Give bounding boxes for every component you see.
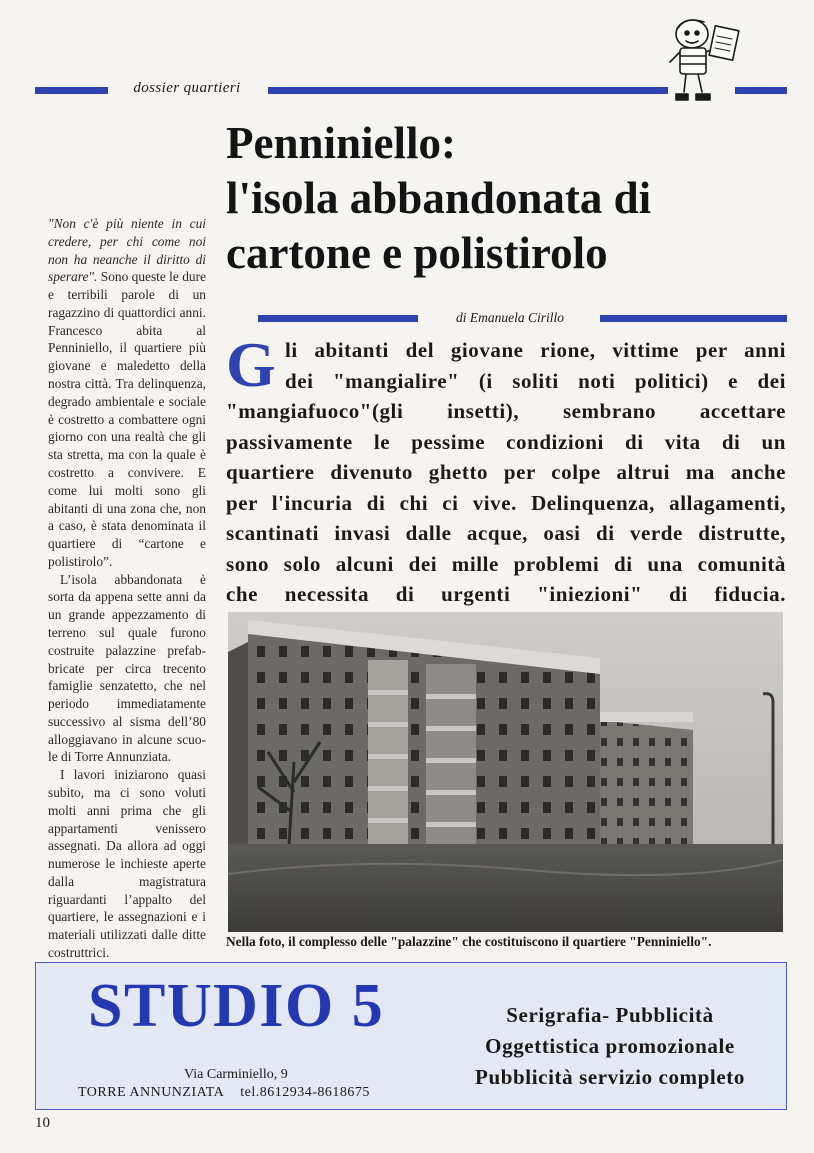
article-photo — [228, 612, 783, 932]
lead-line: quartiere divenuto ghetto per colpe altrui ma anche — [226, 460, 786, 484]
byline: di Emanuela Cirillo — [456, 310, 564, 325]
section-label: dossier quartieri — [133, 80, 241, 96]
lead-line: li abitanti del giovane rione, vittime per anni — [285, 338, 786, 362]
byline-rule-right — [600, 315, 787, 322]
header-rule-end — [735, 87, 787, 94]
lead-line: passivamente le pessime condizioni di vita di un — [226, 429, 786, 454]
page-number: 10 — [35, 1115, 50, 1131]
body-paragraph: I lavori iniziarono quasi subito, ma ci sono voluti molti anni prima che gli appartamenti venissero assegnati. Da allora ad oggi numerose le inchieste aperte dalla magistratura riguardanti l’appalto del quartiere, le assegnazioni e i materiali utilizzati dalle ditte costruttrici. — [48, 767, 206, 961]
lead-paragraph — [226, 329, 786, 610]
drop-cap: G — [226, 329, 277, 400]
apartment-buildings-photo — [228, 612, 783, 932]
mascot-icon — [664, 14, 742, 106]
lead-line: dei "mangialire" (i soliti noti politici) e dei — [285, 368, 786, 393]
body-paragraph: L’isola abbandonata è sorta da appena sette anni da un grande appezzamento di terreno sul quale furono costruite palazzine prefabbricate per circa trecento famiglie senzatetto, che nel periodo immediatamente successivo al sisma dell’80 alloggiavano in alcune scuole di Torre Annunziata. — [48, 571, 206, 765]
opening-quote: "Non c'è più niente in cui credere, per chi come noi non ha neanche il diritto di sperare". — [48, 216, 206, 285]
photo-caption: Nella foto, il complesso delle "palazzine" che costituiscono il quartiere "Penniniello". — [226, 934, 712, 949]
lead-line: per l'incuria di chi ci vive. Delinquenza, allagamenti, — [226, 490, 786, 515]
ad-phone: tel.8612934-8618675 — [240, 1085, 370, 1100]
studio5-advertisement — [35, 962, 787, 1110]
ad-city-phone — [78, 1085, 370, 1101]
ad-service-item: Serigrafia- Pubblicità — [506, 1003, 714, 1027]
paragraph-text: Sono queste le dure e terribili parole di un ragazzino di quattordici anni. Francesco abita al Penniniello, il quartiere più giovane e maledetto della nostra città. Tra delinquenza, degrado ambientale e sociale è costretto a combattere ogni giorno con una realtà che gli sta stretta, ma con la quale è costretto a convivere. E come lui molti sono gli abitanti di una zona che, non a caso, è stata denominata il quartiere di “cartone e polistirolo”. — [48, 269, 206, 569]
header-rule-left — [35, 87, 108, 94]
headline-line: cartone e polistirolo — [226, 228, 608, 278]
ad-services-list — [450, 1000, 770, 1093]
headline-line: l'isola abbandonata di — [226, 173, 652, 223]
lead-line: "mangiafuoco"(gli insetti), sembrano accettare — [226, 399, 786, 423]
lead-line: che necessita di urgenti "iniezioni" di fiducia. — [226, 582, 786, 606]
header-rule-right — [268, 87, 668, 94]
byline-rule-left — [258, 315, 418, 322]
ad-service-item: Oggettistica promozionale — [485, 1034, 735, 1058]
ad-service-item: Pubblicità servizio completo — [475, 1065, 745, 1089]
body-paragraph — [48, 215, 206, 571]
ad-address: Via Carminiello, 9 — [184, 1067, 288, 1082]
lead-line: scantinati invasi dalle acque, oasi di verde distrutte, — [226, 521, 786, 545]
article-body-column — [48, 215, 206, 980]
ad-business-name: STUDIO 5 — [88, 972, 385, 1040]
article-headline — [226, 116, 796, 281]
headline-line: Penniniello: — [226, 118, 457, 168]
lead-line: sono solo alcuni dei mille problemi di una comunità — [226, 551, 786, 576]
ad-city: TORRE ANNUNZIATA — [78, 1085, 225, 1100]
